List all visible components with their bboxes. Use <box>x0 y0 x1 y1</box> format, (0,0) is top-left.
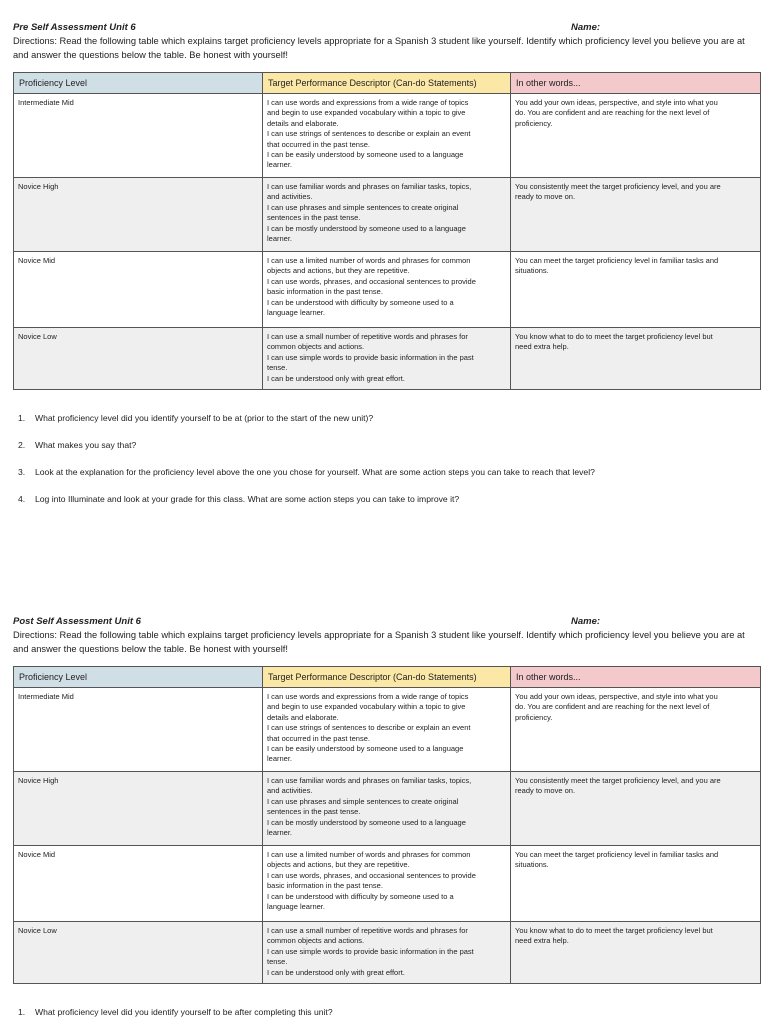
level-cell: Novice Low <box>14 328 263 390</box>
table-row <box>14 922 761 984</box>
descriptor-line: details and elaborate. <box>267 118 339 128</box>
descriptor-line: I can use phrases and simple sentences to create original <box>267 796 459 806</box>
question-number: 2. <box>18 440 26 450</box>
other-words-cell <box>511 846 761 922</box>
descriptor-line: learner. <box>267 828 293 838</box>
level-cell: Intermediate Mid <box>14 688 263 772</box>
other-words-cell <box>511 772 761 846</box>
descriptor-line: I can be easily understood by someone used to a language <box>267 150 464 160</box>
descriptor-line: and begin to use expanded vocabulary within a topic to give <box>267 702 466 712</box>
question-number: 1. <box>18 413 26 423</box>
descriptor-line: details and elaborate. <box>267 712 339 722</box>
header-target-descriptor: Target Performance Descriptor (Can-do Statements) <box>263 667 511 688</box>
question-text: What proficiency level did you identify yourself to be at (prior to the start of the new unit)? <box>35 413 374 423</box>
other-words-line: do. You are confident and are reaching for the next level of <box>515 108 710 118</box>
question-number: 3. <box>18 467 26 477</box>
other-words-line: You consistently meet the target proficiency level, and you are <box>515 182 721 191</box>
descriptor-line: and activities. <box>267 786 313 796</box>
other-words-line: proficiency. <box>515 712 553 722</box>
header-other-words: In other words... <box>511 73 761 94</box>
other-words-cell <box>511 252 761 328</box>
other-words-cell <box>511 922 761 984</box>
descriptor-line: I can use a limited number of words and phrases for common <box>267 850 471 859</box>
question-number: 1. <box>18 1007 26 1017</box>
directions-text: Directions: Read the following table which explains target proficiency levels appropriate for a Spanish 3 student like yourself. Identify which proficiency level you believe you are at and answer the questions below the table. Be honest with yourself! <box>13 630 745 654</box>
table-header-row <box>14 73 761 94</box>
descriptor-line: language learner. <box>267 902 325 912</box>
other-words-line: proficiency. <box>515 118 553 128</box>
other-words-line: need extra help. <box>515 342 569 352</box>
proficiency-table <box>13 72 761 390</box>
other-words-line: need extra help. <box>515 936 569 946</box>
header-other-words: In other words... <box>511 667 761 688</box>
table-row <box>14 328 761 390</box>
descriptor-line: basic information in the past tense. <box>267 287 383 297</box>
descriptor-line: that occurred in the past tense. <box>267 139 370 149</box>
descriptor-line: tense. <box>267 957 288 967</box>
descriptor-line: learner. <box>267 234 293 244</box>
pre-header <box>13 22 760 35</box>
descriptor-line: learner. <box>267 754 293 764</box>
directions-text: Directions: Read the following table which explains target proficiency levels appropriate for a Spanish 3 student like yourself. Identify which proficiency level you believe you are at and answer the questions below the table. Be honest with yourself! <box>13 36 745 60</box>
other-words-line: do. You are confident and are reaching for the next level of <box>515 702 710 712</box>
header-target-descriptor: Target Performance Descriptor (Can-do Statements) <box>263 73 511 94</box>
other-words-line: You know what to do to meet the target proficiency level but <box>515 332 713 341</box>
table-header-row <box>14 667 761 688</box>
level-cell: Novice High <box>14 178 263 252</box>
descriptor-line: I can be mostly understood by someone used to a language <box>267 223 466 233</box>
descriptor-line: learner. <box>267 160 293 170</box>
other-words-line: You consistently meet the target proficiency level, and you are <box>515 776 721 785</box>
descriptor-line: sentences in the past tense. <box>267 807 361 817</box>
table-row <box>14 688 761 772</box>
descriptor-line: tense. <box>267 363 288 373</box>
level-cell: Novice Mid <box>14 252 263 328</box>
descriptor-line: common objects and actions. <box>267 342 365 352</box>
question-number: 4. <box>18 494 26 504</box>
header-proficiency-level: Proficiency Level <box>14 73 263 94</box>
question-item <box>18 494 459 504</box>
descriptor-line: I can use simple words to provide basic information in the past <box>267 946 474 956</box>
descriptor-line: I can use strings of sentences to describe or explain an event <box>267 723 471 733</box>
descriptor-line: and begin to use expanded vocabulary within a topic to give <box>267 108 466 118</box>
descriptor-cell <box>263 178 511 252</box>
table-row <box>14 772 761 846</box>
pre-assessment-section <box>13 22 760 390</box>
descriptor-line: I can be easily understood by someone used to a language <box>267 744 464 754</box>
descriptor-line: I can use familiar words and phrases on familiar tasks, topics, <box>267 776 472 785</box>
descriptor-cell <box>263 328 511 390</box>
question-item <box>18 467 595 477</box>
descriptor-line: I can be understood only with great effort. <box>267 967 405 977</box>
descriptor-cell <box>263 252 511 328</box>
descriptor-cell <box>263 846 511 922</box>
descriptor-line: and activities. <box>267 192 313 202</box>
name-label: Name: <box>571 616 601 627</box>
other-words-line: ready to move on. <box>515 192 576 202</box>
descriptor-line: sentences in the past tense. <box>267 213 361 223</box>
other-words-line: You can meet the target proficiency level in familiar tasks and <box>515 850 719 859</box>
question-item <box>18 440 136 450</box>
question-text: Look at the explanation for the proficiency level above the one you chose for yourself. What are some action steps you can take to reach that level? <box>35 467 595 477</box>
descriptor-line: I can use words and expressions from a wide range of topics <box>267 692 469 701</box>
descriptor-line: I can use words, phrases, and occasional sentences to provide <box>267 276 476 286</box>
post-assessment-section <box>13 616 760 984</box>
descriptor-line: I can use familiar words and phrases on familiar tasks, topics, <box>267 182 472 191</box>
other-words-line: situations. <box>515 860 549 870</box>
descriptor-line: I can be understood with difficulty by someone used to a <box>267 891 454 901</box>
other-words-line: situations. <box>515 266 549 276</box>
descriptor-cell <box>263 772 511 846</box>
name-label: Name: <box>571 22 601 33</box>
other-words-cell <box>511 688 761 772</box>
descriptor-line: I can use a limited number of words and phrases for common <box>267 256 471 265</box>
other-words-line: You can meet the target proficiency level in familiar tasks and <box>515 256 719 265</box>
question-item <box>18 1007 333 1017</box>
level-cell: Novice Mid <box>14 846 263 922</box>
table-row <box>14 846 761 922</box>
other-words-cell <box>511 328 761 390</box>
descriptor-line: objects and actions, but they are repetitive. <box>267 266 410 276</box>
descriptor-line: I can use a small number of repetitive words and phrases for <box>267 926 468 935</box>
level-cell: Intermediate Mid <box>14 94 263 178</box>
descriptor-line: I can use words, phrases, and occasional sentences to provide <box>267 870 476 880</box>
proficiency-table <box>13 666 761 984</box>
descriptor-line: basic information in the past tense. <box>267 881 383 891</box>
question-text: Log into Illuminate and look at your grade for this class. What are some action steps you can take to improve it? <box>35 494 460 504</box>
descriptor-cell <box>263 688 511 772</box>
other-words-cell <box>511 178 761 252</box>
table-row <box>14 178 761 252</box>
question-text: What proficiency level did you identify yourself to be after completing this unit? <box>35 1007 333 1017</box>
descriptor-line: common objects and actions. <box>267 936 365 946</box>
descriptor-line: I can use a small number of repetitive words and phrases for <box>267 332 468 341</box>
descriptor-line: I can be mostly understood by someone used to a language <box>267 817 466 827</box>
header-proficiency-level: Proficiency Level <box>14 667 263 688</box>
page-title: Pre Self Assessment Unit 6 <box>13 22 136 33</box>
descriptor-line: I can be understood only with great effort. <box>267 373 405 383</box>
descriptor-cell <box>263 94 511 178</box>
descriptor-line: I can be understood with difficulty by someone used to a <box>267 297 454 307</box>
descriptor-line: I can use strings of sentences to describe or explain an event <box>267 129 471 139</box>
level-cell: Novice Low <box>14 922 263 984</box>
other-words-line: You know what to do to meet the target proficiency level but <box>515 926 713 935</box>
page-title: Post Self Assessment Unit 6 <box>13 616 141 627</box>
descriptor-line: I can use phrases and simple sentences to create original <box>267 202 459 212</box>
question-item <box>18 413 373 423</box>
descriptor-line: objects and actions, but they are repetitive. <box>267 860 410 870</box>
descriptor-line: I can use words and expressions from a wide range of topics <box>267 98 469 107</box>
other-words-line: ready to move on. <box>515 786 576 796</box>
table-row <box>14 94 761 178</box>
post-header <box>13 616 760 629</box>
question-text: What makes you say that? <box>35 440 137 450</box>
descriptor-line: I can use simple words to provide basic information in the past <box>267 352 474 362</box>
table-row <box>14 252 761 328</box>
other-words-line: You add your own ideas, perspective, and style into what you <box>515 98 718 107</box>
descriptor-line: that occurred in the past tense. <box>267 733 370 743</box>
descriptor-line: language learner. <box>267 308 325 318</box>
other-words-line: You add your own ideas, perspective, and style into what you <box>515 692 718 701</box>
other-words-cell <box>511 94 761 178</box>
descriptor-cell <box>263 922 511 984</box>
level-cell: Novice High <box>14 772 263 846</box>
